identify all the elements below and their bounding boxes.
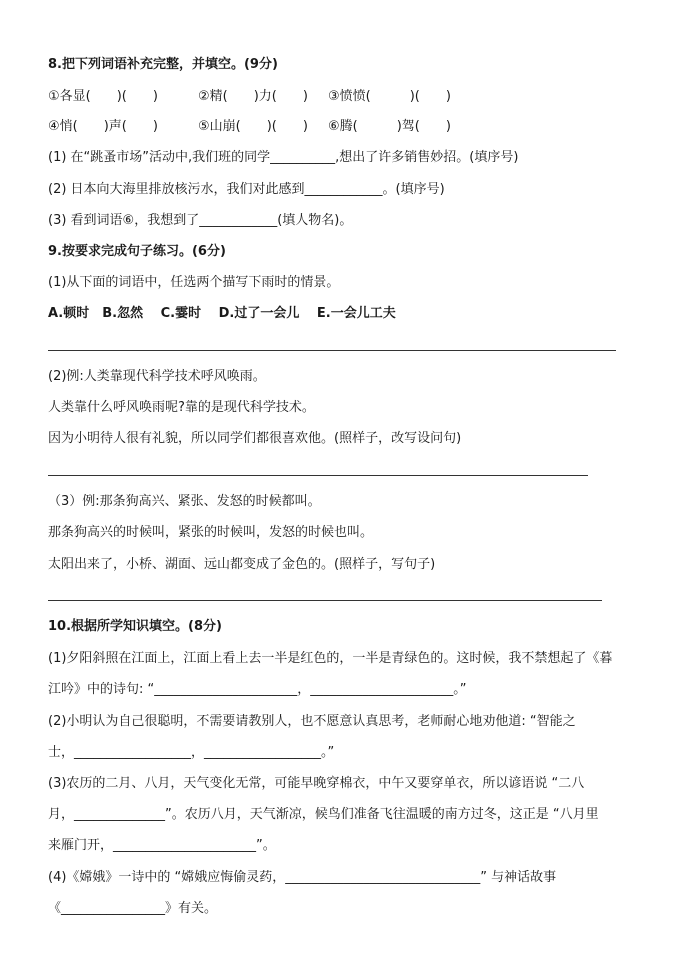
q10-part4-line1: (4)《嫦娥》一诗中的 “嫦娥应悔偷灵药，______________________________” 与神话故事	[48, 870, 557, 885]
q10-part3-line3: 来雁门开，______________________”。	[48, 838, 276, 853]
q10-part4-line2: 《________________》有关。	[48, 901, 218, 916]
q9-part2-example2: 人类靠什么呼风唤雨呢?靠的是现代科学技术。	[48, 400, 315, 415]
q10-part2-line2: 士，__________________，__________________。”	[48, 745, 335, 760]
q9-options: A.顿时 B.忽然 C.霎时 D.过了一会儿 E.一会儿工夫	[48, 306, 396, 321]
q9-title: 9.按要求完成句子练习。(6分)	[48, 244, 226, 259]
q9-part3-example2: 那条狗高兴的时候叫，紧张的时候叫，发怒的时候也叫。	[48, 525, 374, 540]
q8-item-2: ②精( )力( )	[198, 89, 308, 104]
q10-part3-line1: (3)农历的二月、八月，天气变化无常，可能早晚穿棉衣，中午又要穿单衣，所以谚语说 “二八	[48, 776, 585, 791]
answer-line-1	[48, 350, 616, 351]
q8-item-6: ⑥腾( )驾( )	[328, 119, 451, 134]
q10-part1-line2: 江吟》中的诗句: “______________________，______________________。”	[48, 682, 467, 697]
q8-sub-3: (3) 看到词语⑥，我想到了____________(填人物名)。	[48, 213, 353, 228]
q8-row2	[48, 118, 451, 136]
q8-row1	[48, 88, 451, 106]
q10-title: 10.根据所学知识填空。(8分)	[48, 619, 222, 634]
q8-item-4: ④悄( )声( )	[48, 119, 158, 134]
q8-sub-2: (2) 日本向大海里排放核污水，我们对此感到____________。(填序号)	[48, 182, 445, 197]
q8-item-1: ①各显( )( )	[48, 89, 158, 104]
q10-part2-line1: (2)小明认为自己很聪明，不需要请教别人，也不愿意认真思考，老师耐心地劝他道: “智能之	[48, 714, 576, 729]
q9-part3-task: 太阳出来了，小桥、湖面、远山都变成了金色的。(照样子，写句子)	[48, 557, 436, 572]
q9-part2-task: 因为小明待人很有礼貌，所以同学们都很喜欢他。(照样子，改写设问句)	[48, 431, 462, 446]
answer-line-2	[48, 475, 588, 476]
q10-part1-line1: (1)夕阳斜照在江面上，江面上看上去一半是红色的，一半是青绿色的。这时候，我不禁想起了《暮	[48, 651, 613, 666]
q8-item-3: ③愤愤( )( )	[328, 89, 451, 104]
q9-part3-example: （3）例:那条狗高兴、紧张、发怒的时候都叫。	[48, 494, 321, 509]
q8-sub-1: (1) 在“跳蚤市场”活动中,我们班的同学__________,想出了许多销售妙招。(填序号)	[48, 150, 519, 165]
q10-part3-line2: 月，______________”。农历八月，天气渐凉，候鸟们准备飞往温暖的南方过冬，这正是 “八月里	[48, 807, 599, 822]
q8-item-5: ⑤山崩( )( )	[198, 119, 308, 134]
q9-part2-example: (2)例:人类靠现代科学技术呼风唤雨。	[48, 369, 266, 384]
q9-part1: (1)从下面的词语中，任选两个描写下雨时的情景。	[48, 275, 340, 290]
q8-title: 8.把下列词语补充完整，并填空。(9分)	[48, 57, 278, 72]
answer-line-3	[48, 600, 602, 601]
